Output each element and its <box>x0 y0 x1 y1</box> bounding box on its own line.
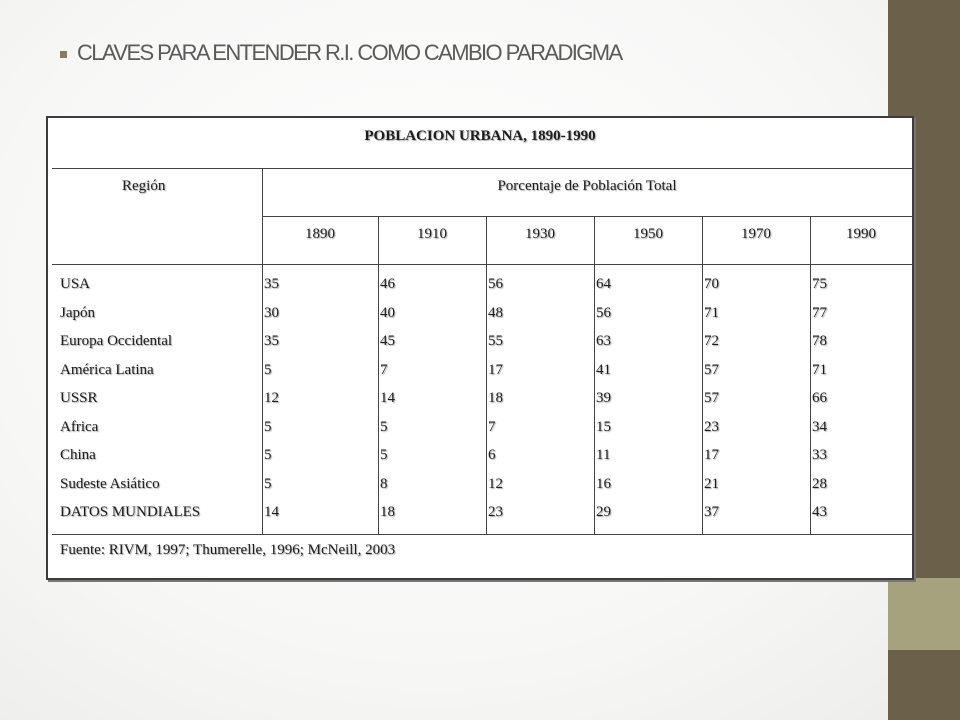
value-cell: 12 <box>488 475 503 492</box>
value-cell: 41 <box>596 361 611 378</box>
side-band-bottom <box>888 650 960 720</box>
value-cell: 39 <box>596 390 611 406</box>
value-cell: 64 <box>596 276 611 292</box>
value-cell: 66 <box>812 390 827 406</box>
value-cell: 5 <box>380 447 388 463</box>
value-cell: 17 <box>704 447 719 463</box>
values-column-1930 <box>488 270 503 527</box>
value-cell: 43 <box>812 504 827 520</box>
value-cell: 5 <box>264 475 272 492</box>
table-rule <box>262 216 912 217</box>
value-cell: 5 <box>380 418 388 435</box>
value-cell: 28 <box>812 475 827 492</box>
value-cell: 7 <box>488 418 496 435</box>
table-rule <box>262 168 263 534</box>
region-cell: DATOS MUNDIALES <box>60 504 201 520</box>
value-cell: 29 <box>596 504 611 520</box>
value-cell: 35 <box>264 276 279 292</box>
values-column-1910 <box>380 270 395 527</box>
value-cell: 7 <box>380 361 388 378</box>
value-cell: 56 <box>488 276 503 292</box>
region-cell: China <box>60 447 96 463</box>
table-rule <box>810 216 811 534</box>
value-cell: 55 <box>488 333 503 349</box>
region-cell: USA <box>60 276 91 292</box>
value-cell: 40 <box>380 304 395 321</box>
table-source-note: Fuente: RIVM, 1997; Thumerelle, 1996; McNeill, 2003 <box>60 542 396 558</box>
value-cell: 70 <box>704 276 719 292</box>
value-cell: 23 <box>488 504 503 520</box>
table-rule <box>52 264 912 265</box>
value-cell: 48 <box>488 304 503 321</box>
year-header: 1930 <box>525 226 555 242</box>
value-cell: 77 <box>812 304 827 321</box>
region-header: Región <box>122 178 166 194</box>
value-cell: 17 <box>488 361 503 378</box>
value-cell: 5 <box>264 447 272 463</box>
value-cell: 30 <box>264 304 279 321</box>
value-cell: 71 <box>704 304 719 321</box>
values-column-1970 <box>704 270 719 527</box>
value-cell: 12 <box>264 390 279 406</box>
region-cell: USSR <box>60 390 98 406</box>
year-header: 1890 <box>305 226 335 242</box>
value-cell: 57 <box>704 361 719 378</box>
value-cell: 71 <box>812 361 827 378</box>
square-bullet-icon <box>60 51 67 58</box>
value-cell: 75 <box>812 276 827 292</box>
region-cell: Europa Occidental <box>60 333 173 349</box>
region-cell: América Latina <box>60 361 154 378</box>
table-rule <box>378 216 379 534</box>
table-rule <box>702 216 703 534</box>
value-cell: 14 <box>264 504 279 520</box>
table-rule <box>52 168 912 169</box>
table-rule <box>52 534 912 535</box>
value-cell: 18 <box>488 390 503 406</box>
value-cell: 16 <box>596 475 611 492</box>
values-column-1890 <box>264 270 279 527</box>
year-header: 1950 <box>633 226 663 242</box>
value-cell: 57 <box>704 390 719 406</box>
value-cell: 33 <box>812 447 827 463</box>
table-title: POBLACION URBANA, 1890-1990 <box>364 128 596 144</box>
year-header: 1910 <box>417 226 447 242</box>
table-rule <box>594 216 595 534</box>
value-cell: 63 <box>596 333 611 349</box>
slide-title <box>60 40 622 66</box>
percent-header: Porcentaje de Población Total <box>497 178 677 194</box>
urban-population-table <box>46 116 914 580</box>
region-cell: Africa <box>60 418 99 435</box>
value-cell: 11 <box>596 447 611 463</box>
value-cell: 18 <box>380 504 395 520</box>
value-cell: 72 <box>704 333 719 349</box>
region-cell: Japón <box>60 304 95 321</box>
year-header: 1990 <box>846 226 876 242</box>
side-band-middle <box>888 578 960 650</box>
value-cell: 5 <box>264 361 272 378</box>
slide-title-text: CLAVES PARA ENTENDER R.I. COMO CAMBIO PARADIGMA <box>77 40 622 65</box>
value-cell: 56 <box>596 304 611 321</box>
value-cell: 45 <box>380 333 395 349</box>
value-cell: 14 <box>380 390 395 406</box>
value-cell: 6 <box>488 447 496 463</box>
region-cell: Sudeste Asiático <box>60 475 160 492</box>
region-column <box>60 270 200 527</box>
value-cell: 46 <box>380 276 395 292</box>
value-cell: 78 <box>812 333 827 349</box>
year-header: 1970 <box>741 226 771 242</box>
value-cell: 8 <box>380 475 388 492</box>
value-cell: 35 <box>264 333 279 349</box>
value-cell: 37 <box>704 504 719 520</box>
values-column-1950 <box>596 270 611 527</box>
value-cell: 34 <box>812 418 827 435</box>
table-rule <box>486 216 487 534</box>
value-cell: 15 <box>596 418 611 435</box>
value-cell: 5 <box>264 418 272 435</box>
value-cell: 23 <box>704 418 719 435</box>
values-column-1990 <box>812 270 827 527</box>
value-cell: 21 <box>704 475 719 492</box>
